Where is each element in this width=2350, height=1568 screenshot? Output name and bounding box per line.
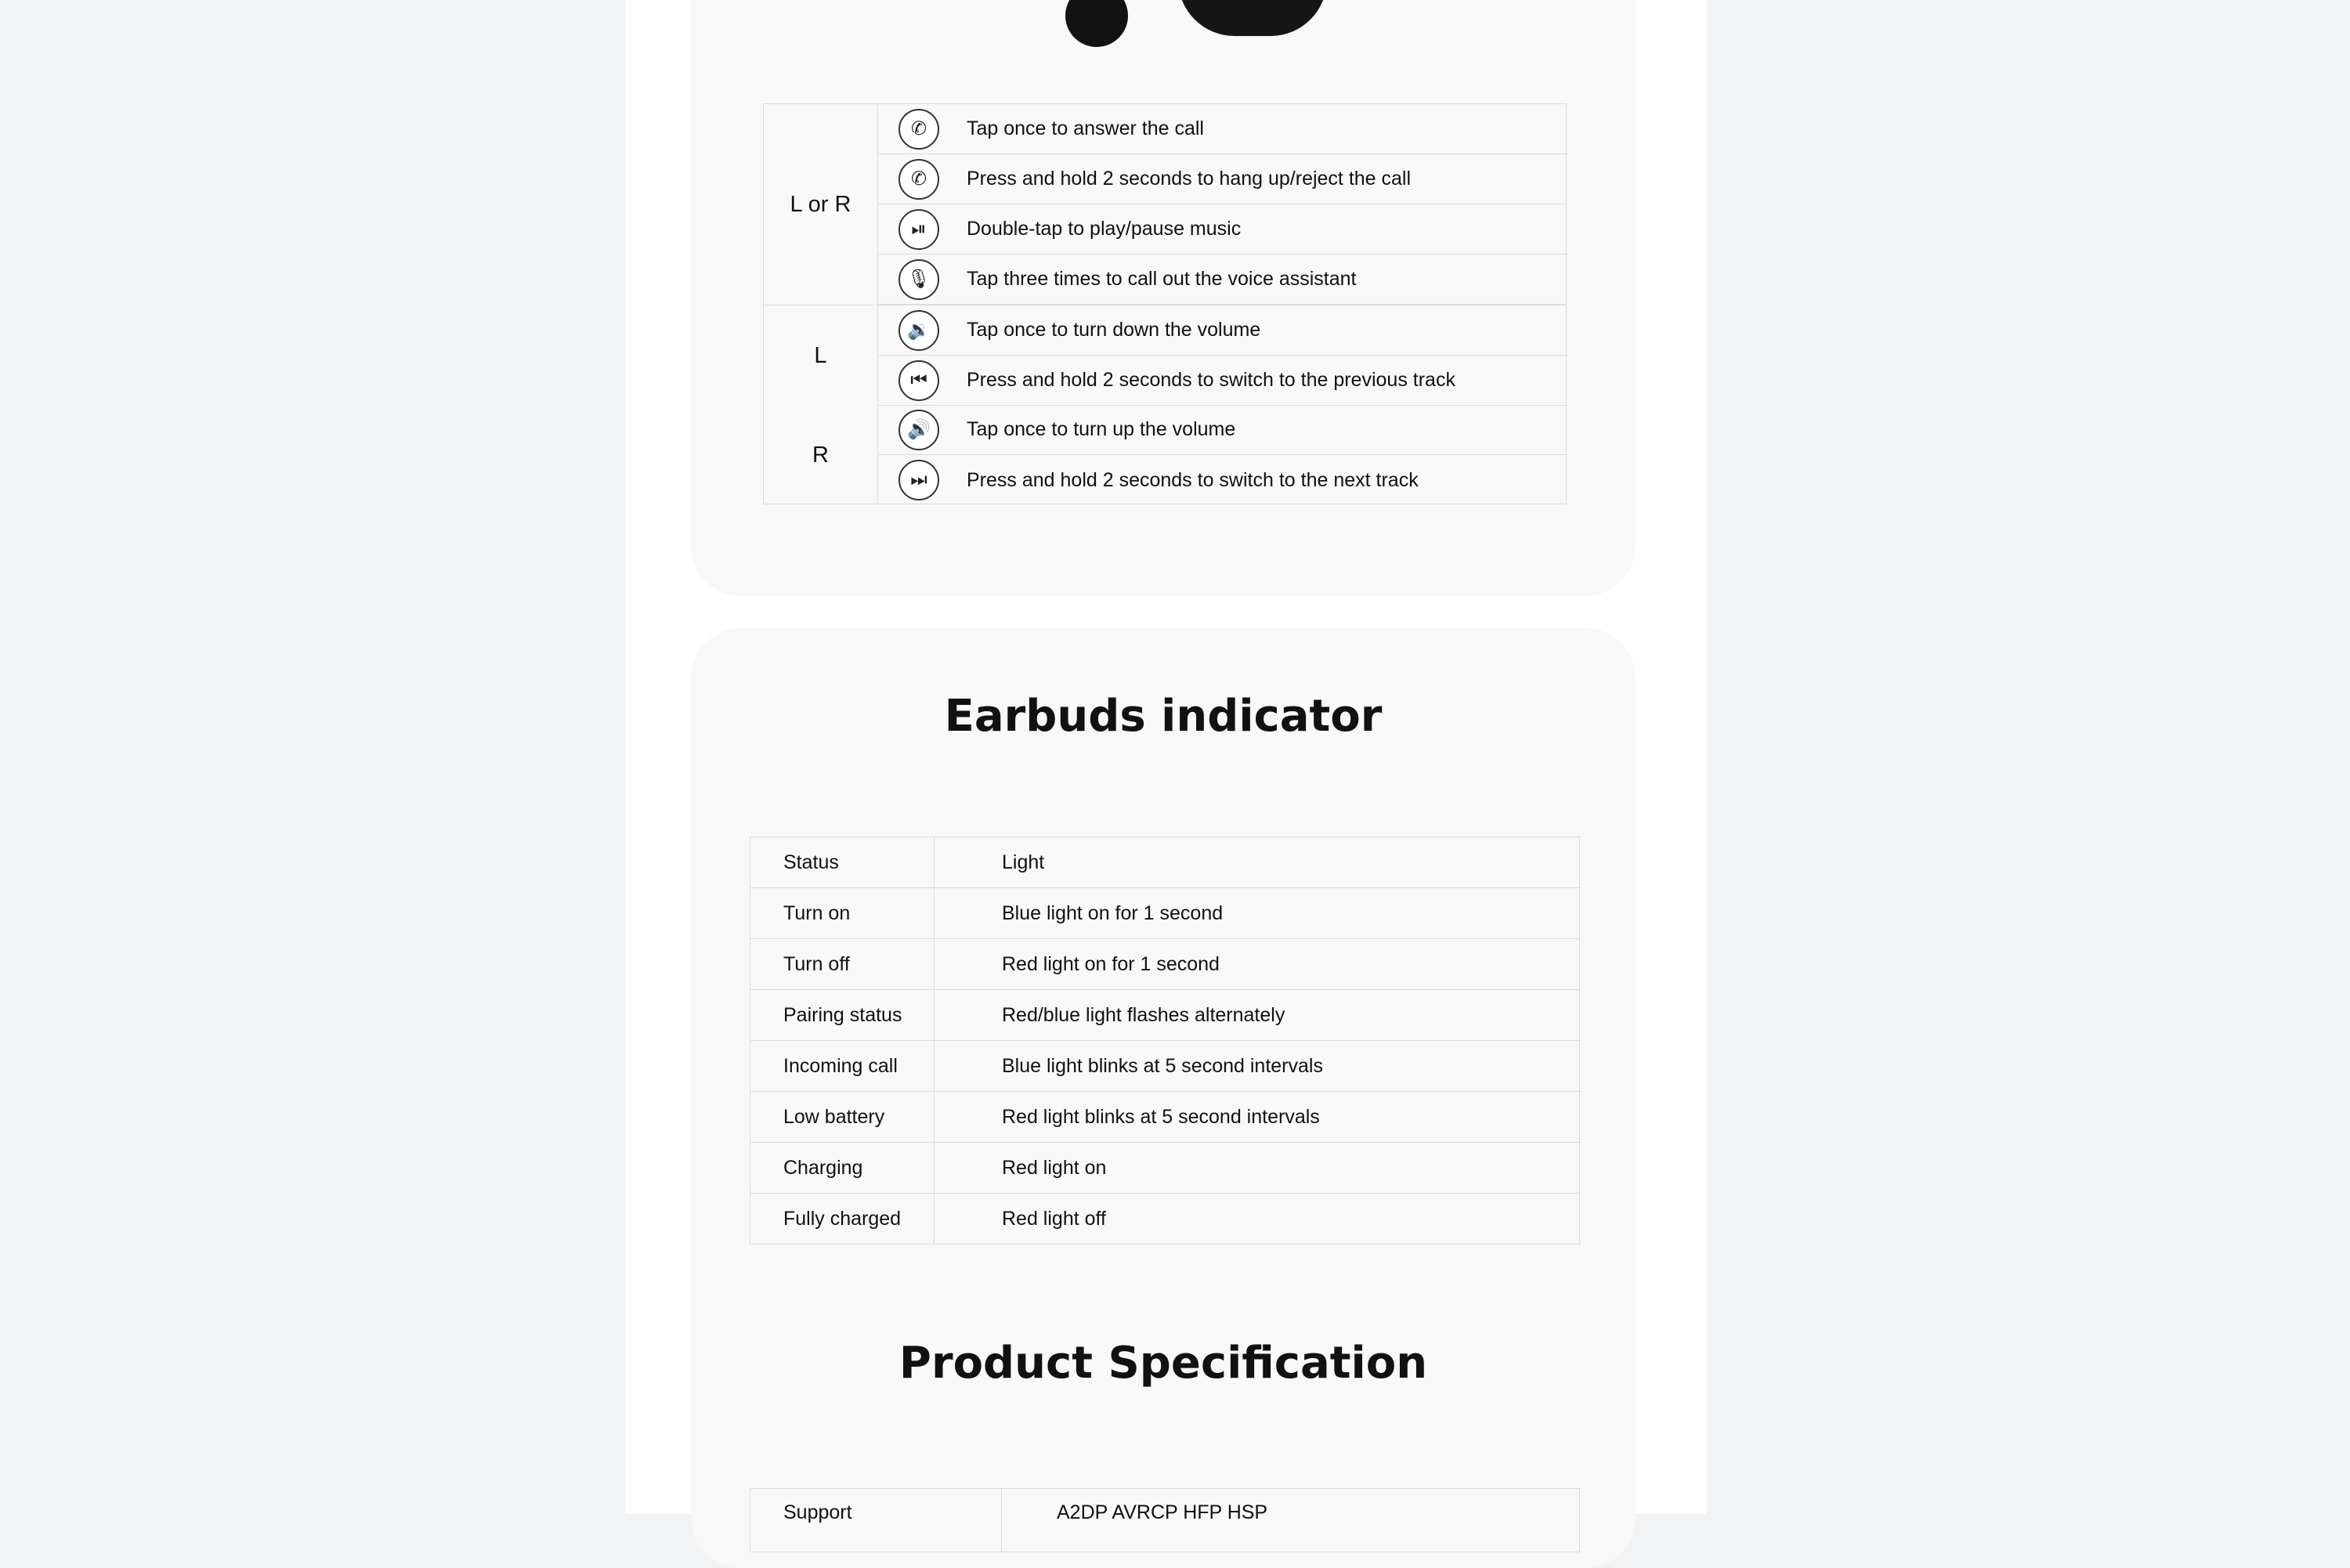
controls-group-r — [764, 405, 1566, 505]
status-cell: Charging — [750, 1143, 935, 1194]
table-row — [750, 990, 1580, 1041]
microphone-icon: 🎙 — [898, 259, 939, 300]
next-track-icon: ⏭ — [898, 460, 939, 500]
light-cell: Red light off — [935, 1194, 1580, 1245]
light-cell: Red light on — [935, 1143, 1580, 1194]
indicator-card — [691, 628, 1636, 1568]
phone-answer-icon: ✆ — [898, 109, 939, 150]
control-row — [878, 405, 1567, 455]
control-text: Tap three times to call out the voice assistant — [967, 268, 1357, 290]
volume-down-icon: 🔉 — [898, 310, 939, 351]
table-row — [750, 939, 1580, 990]
status-cell: Turn off — [750, 939, 935, 990]
spec-table — [750, 1488, 1580, 1552]
control-text: Press and hold 2 seconds to switch to the previous track — [967, 369, 1455, 391]
touch-controls-table — [763, 103, 1567, 504]
table-row — [750, 1041, 1580, 1092]
header-status: Status — [750, 837, 935, 888]
controls-group-label: L or R — [764, 104, 878, 305]
previous-track-icon: ⏮ — [898, 360, 939, 401]
controls-group-l — [764, 305, 1566, 406]
earbud-image-right — [1178, 0, 1327, 36]
phone-hangup-icon: ✆ — [898, 159, 939, 200]
header-light: Light — [935, 837, 1580, 888]
control-text: Tap once to answer the call — [967, 117, 1204, 139]
control-row — [878, 255, 1567, 305]
control-text: Double-tap to play/pause music — [967, 218, 1242, 240]
table-row — [750, 1489, 1580, 1552]
volume-up-icon: 🔊 — [898, 410, 939, 450]
indicator-title: Earbuds indicator — [944, 691, 1383, 742]
controls-group-label: R — [764, 405, 878, 505]
controls-group-l-or-r — [764, 104, 1566, 305]
control-row — [878, 356, 1567, 406]
earbud-image-left — [1053, 0, 1140, 60]
control-text: Tap once to turn down the volume — [967, 319, 1261, 341]
table-header-row — [750, 837, 1580, 888]
light-cell: Red light blinks at 5 second intervals — [935, 1092, 1580, 1143]
play-pause-icon: ⏯ — [898, 209, 939, 250]
table-row — [750, 1143, 1580, 1194]
controls-card — [691, 0, 1636, 596]
status-cell: Turn on — [750, 888, 935, 939]
light-cell: Blue light on for 1 second — [935, 888, 1580, 939]
light-cell: Red light on for 1 second — [935, 939, 1580, 990]
status-cell: Low battery — [750, 1092, 935, 1143]
control-text: Press and hold 2 seconds to switch to the next track — [967, 468, 1419, 491]
control-row — [878, 455, 1567, 505]
table-row — [750, 888, 1580, 939]
controls-group-label: L — [764, 305, 878, 406]
product-page — [625, 0, 1706, 1523]
indicator-table — [750, 836, 1580, 1245]
spec-value: A2DP AVRCP HFP HSP — [1002, 1489, 1580, 1552]
light-cell: Blue light blinks at 5 second intervals — [935, 1041, 1580, 1092]
control-text: Press and hold 2 seconds to hang up/reject the call — [967, 168, 1412, 190]
table-row — [750, 1194, 1580, 1245]
control-text: Tap once to turn up the volume — [967, 418, 1236, 440]
control-row — [878, 204, 1567, 255]
table-row — [750, 1092, 1580, 1143]
control-row — [878, 104, 1567, 154]
control-row — [878, 305, 1567, 356]
status-cell: Incoming call — [750, 1041, 935, 1092]
spec-label: Support — [750, 1489, 1002, 1552]
control-row — [878, 154, 1567, 204]
light-cell: Red/blue light flashes alternately — [935, 990, 1580, 1041]
spec-title: Product Specification — [898, 1338, 1428, 1389]
status-cell: Fully charged — [750, 1194, 935, 1245]
status-cell: Pairing status — [750, 990, 935, 1041]
